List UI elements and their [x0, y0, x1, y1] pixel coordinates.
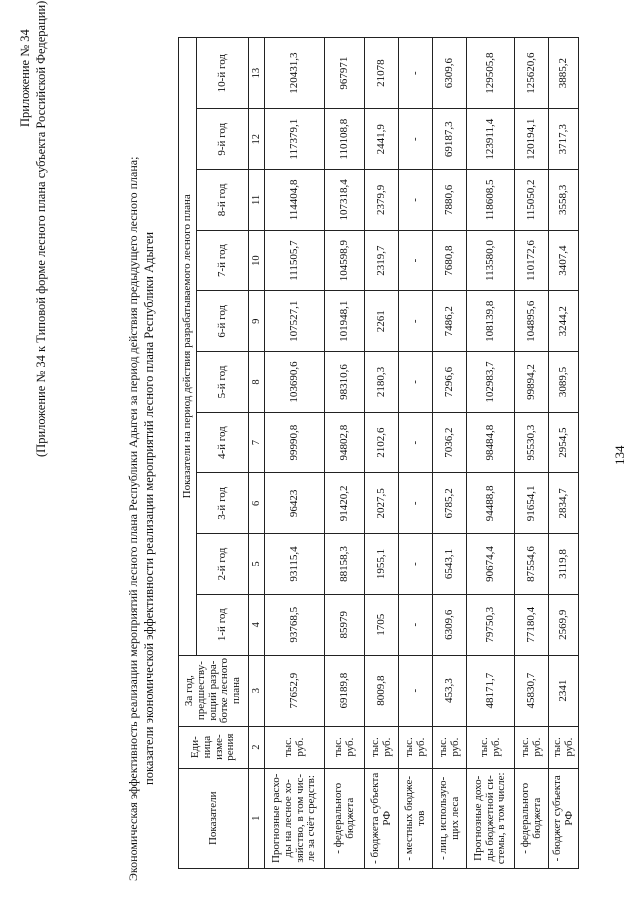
- row-prev-year-value: 45830,7: [515, 655, 549, 726]
- row-year-value: 3407,4: [549, 230, 579, 291]
- table-row: [549, 38, 579, 869]
- row-year-value: 94488,8: [467, 473, 515, 534]
- row-label: Прогнозные расхо-ды на лесное хо-зяйство, в том чис-ле за счёт средств:: [265, 768, 325, 868]
- row-year-value: 85979: [325, 594, 365, 655]
- row-year-value: 102983,7: [467, 352, 515, 413]
- row-year-value: 95530,3: [515, 412, 549, 473]
- col-num: 7: [249, 412, 265, 473]
- row-year-value: 98310,6: [325, 352, 365, 413]
- table-row: [399, 38, 433, 869]
- col-num: 12: [249, 109, 265, 170]
- header-period-group: Показатели на период действия разрабатываемого лесного плана: [179, 38, 197, 656]
- row-label: Прогнозные дохо-ды бюджетной си-стемы, в том числе:: [467, 768, 515, 868]
- row-year-value: 91420,2: [325, 473, 365, 534]
- row-unit: тыс. руб.: [515, 726, 549, 768]
- row-prev-year-value: 77652,9: [265, 655, 325, 726]
- col-num: 3: [249, 655, 265, 726]
- row-year-value: 2954,5: [549, 412, 579, 473]
- row-year-value: 111505,7: [265, 230, 325, 291]
- row-prev-year-value: -: [399, 655, 433, 726]
- header-year-6: 6-й год: [197, 291, 249, 352]
- table-row: [265, 38, 325, 869]
- row-prev-year-value: 2341: [549, 655, 579, 726]
- row-year-value: 2379,9: [365, 170, 399, 231]
- row-year-value: 96423: [265, 473, 325, 534]
- header-year-3: 3-й год: [197, 473, 249, 534]
- page-number: 134: [612, 445, 627, 465]
- title-line-1: Экономическая эффективность реализации мероприятий лесного плана Республики Адыгеи за период действия предыдущего лесного плана;: [126, 156, 140, 881]
- row-year-value: -: [399, 109, 433, 170]
- row-year-value: 7036,2: [433, 412, 467, 473]
- row-year-value: 7486,2: [433, 291, 467, 352]
- row-year-value: 115050,2: [515, 170, 549, 231]
- header-year-1: 1-й год: [197, 594, 249, 655]
- row-year-value: 98484,8: [467, 412, 515, 473]
- row-year-value: 2180,3: [365, 352, 399, 413]
- row-year-value: 107527,1: [265, 291, 325, 352]
- row-year-value: 108139,8: [467, 291, 515, 352]
- table-row: [515, 38, 549, 869]
- row-prev-year-value: 48171,7: [467, 655, 515, 726]
- row-year-value: 88158,3: [325, 534, 365, 595]
- header-prev-year: За год, предшеству-ющий разра-ботке лесного плана: [179, 655, 249, 726]
- row-year-value: 69187,3: [433, 109, 467, 170]
- row-year-value: 3558,3: [549, 170, 579, 231]
- col-num: 13: [249, 38, 265, 109]
- col-num: 2: [249, 726, 265, 768]
- row-year-value: 107318,4: [325, 170, 365, 231]
- row-year-value: 2319,7: [365, 230, 399, 291]
- row-year-value: 7296,6: [433, 352, 467, 413]
- row-year-value: 6309,6: [433, 38, 467, 109]
- row-year-value: 3244,2: [549, 291, 579, 352]
- row-year-value: 2102,6: [365, 412, 399, 473]
- row-year-value: 93115,4: [265, 534, 325, 595]
- row-year-value: 117379,1: [265, 109, 325, 170]
- row-year-value: -: [399, 170, 433, 231]
- row-unit: тыс. руб.: [399, 726, 433, 768]
- row-year-value: 103690,6: [265, 352, 325, 413]
- row-label: - лиц, использую-щих леса: [433, 768, 467, 868]
- row-year-value: 90674,4: [467, 534, 515, 595]
- row-year-value: 7880,6: [433, 170, 467, 231]
- col-num: 9: [249, 291, 265, 352]
- row-label: - бюджета субъекта РФ: [365, 768, 399, 868]
- row-year-value: 110108,8: [325, 109, 365, 170]
- col-num: 11: [249, 170, 265, 231]
- row-year-value: 101948,1: [325, 291, 365, 352]
- header-indicators: Показатели: [179, 768, 249, 868]
- row-unit: тыс. руб.: [549, 726, 579, 768]
- efficiency-table: [178, 37, 579, 869]
- row-unit: тыс. руб.: [365, 726, 399, 768]
- appendix-reference: (Приложение № 34 к Типовой форме лесного плана субъекта Российской Федерации): [34, 0, 48, 457]
- row-unit: тыс. руб.: [265, 726, 325, 768]
- row-year-value: -: [399, 473, 433, 534]
- row-year-value: 2441,9: [365, 109, 399, 170]
- header-year-4: 4-й год: [197, 412, 249, 473]
- col-num: 1: [249, 768, 265, 868]
- row-year-value: 2569,9: [549, 594, 579, 655]
- row-year-value: 3119,8: [549, 534, 579, 595]
- row-year-value: -: [399, 412, 433, 473]
- row-year-value: 6543,1: [433, 534, 467, 595]
- header-year-2: 2-й год: [197, 534, 249, 595]
- row-year-value: 114404,8: [265, 170, 325, 231]
- row-year-value: 2261: [365, 291, 399, 352]
- row-year-value: 104598,9: [325, 230, 365, 291]
- row-year-value: 118608,5: [467, 170, 515, 231]
- row-year-value: 2834,7: [549, 473, 579, 534]
- row-label: - федерального бюджета: [325, 768, 365, 868]
- table-row: [467, 38, 515, 869]
- row-year-value: 129505,8: [467, 38, 515, 109]
- col-num: 6: [249, 473, 265, 534]
- row-year-value: -: [399, 291, 433, 352]
- row-year-value: 87554,6: [515, 534, 549, 595]
- row-year-value: -: [399, 230, 433, 291]
- header-year-10: 10-й год: [197, 38, 249, 109]
- header-unit: Еди-ница изме-рения: [179, 726, 249, 768]
- row-year-value: -: [399, 352, 433, 413]
- row-year-value: -: [399, 38, 433, 109]
- row-year-value: 99990,8: [265, 412, 325, 473]
- header-year-7: 7-й год: [197, 230, 249, 291]
- row-year-value: 2027,5: [365, 473, 399, 534]
- header-year-5: 5-й год: [197, 352, 249, 413]
- table-row: [433, 38, 467, 869]
- row-label: - федерального бюджета: [515, 768, 549, 868]
- row-year-value: 1705: [365, 594, 399, 655]
- row-year-value: 113580,0: [467, 230, 515, 291]
- row-label: - бюджет субъекта РФ: [549, 768, 579, 868]
- row-year-value: 3717,3: [549, 109, 579, 170]
- table-row: [325, 38, 365, 869]
- row-prev-year-value: 453,3: [433, 655, 467, 726]
- row-year-value: -: [399, 594, 433, 655]
- header-year-9: 9-й год: [197, 109, 249, 170]
- row-label: - местных бюдже-тов: [399, 768, 433, 868]
- row-year-value: 120194,1: [515, 109, 549, 170]
- row-year-value: 110172,6: [515, 230, 549, 291]
- col-num: 4: [249, 594, 265, 655]
- row-unit: тыс. руб.: [467, 726, 515, 768]
- row-prev-year-value: 69189,8: [325, 655, 365, 726]
- col-num: 10: [249, 230, 265, 291]
- row-year-value: 94802,8: [325, 412, 365, 473]
- row-year-value: -: [399, 534, 433, 595]
- table-row: [365, 38, 399, 869]
- row-year-value: 21078: [365, 38, 399, 109]
- row-unit: тыс. руб.: [433, 726, 467, 768]
- row-year-value: 104895,6: [515, 291, 549, 352]
- title-line-2: показатели экономической эффективности реализации мероприятий лесного плана Республики Адыгеи: [142, 231, 156, 785]
- col-num: 8: [249, 352, 265, 413]
- row-year-value: 99894,2: [515, 352, 549, 413]
- row-year-value: 120431,3: [265, 38, 325, 109]
- row-unit: тыс. руб.: [325, 726, 365, 768]
- row-year-value: 93768,5: [265, 594, 325, 655]
- row-year-value: 967971: [325, 38, 365, 109]
- row-prev-year-value: 8009,8: [365, 655, 399, 726]
- row-year-value: 3089,5: [549, 352, 579, 413]
- col-num: 5: [249, 534, 265, 595]
- appendix-label: Приложение № 34: [18, 29, 32, 127]
- row-year-value: 91654,1: [515, 473, 549, 534]
- row-year-value: 7680,8: [433, 230, 467, 291]
- row-year-value: 79750,3: [467, 594, 515, 655]
- row-year-value: 125620,6: [515, 38, 549, 109]
- column-number-row: [249, 38, 265, 869]
- row-year-value: 6309,6: [433, 594, 467, 655]
- table-body: [265, 38, 579, 869]
- row-year-value: 6785,2: [433, 473, 467, 534]
- row-year-value: 3885,2: [549, 38, 579, 109]
- row-year-value: 123911,4: [467, 109, 515, 170]
- row-year-value: 1955,1: [365, 534, 399, 595]
- header-year-8: 8-й год: [197, 170, 249, 231]
- row-year-value: 77180,4: [515, 594, 549, 655]
